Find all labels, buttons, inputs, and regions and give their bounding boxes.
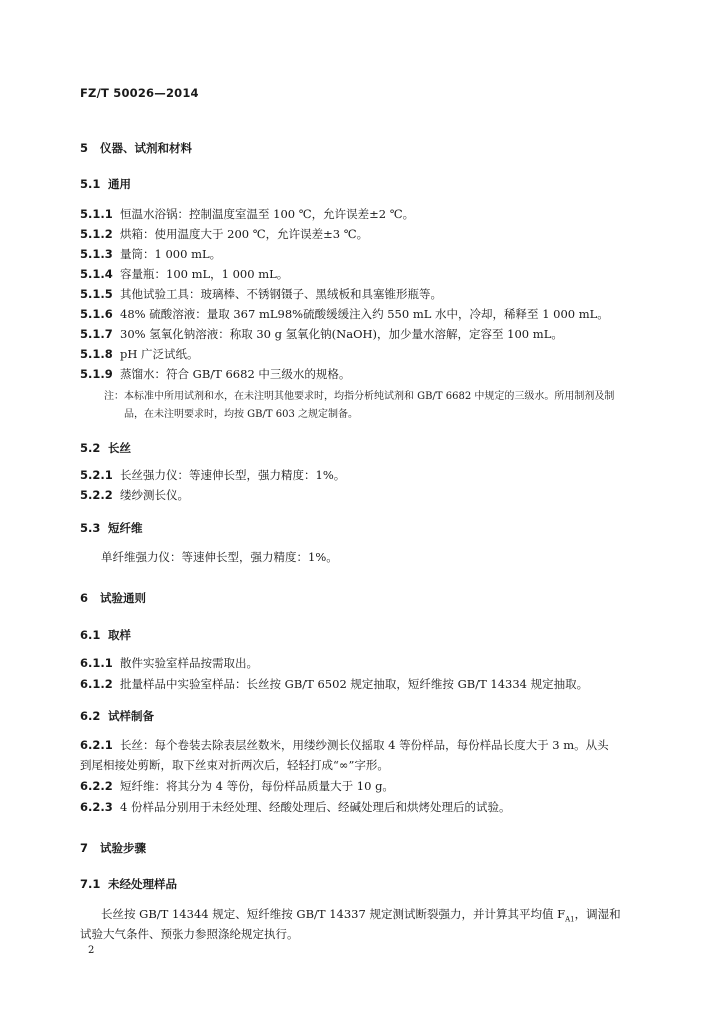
section-text: 批量样品中实验室样品：长丝按 GB/T 6502 规定抽取，短纤维按 GB/T 14334 规定抽取。	[120, 677, 589, 691]
section-number: 6.2.3	[80, 800, 113, 814]
section-text: 长丝：每个卷装去除表层丝数米，用缕纱测长仪摇取 4 等份样品，每份样品长度大于 3 m。从头	[120, 738, 609, 752]
section-number: 5.2	[80, 441, 101, 455]
section-line-6-2-2	[80, 778, 394, 794]
section-number: 7.1	[80, 877, 101, 891]
section-number: 5.2.1	[80, 468, 113, 482]
section-line-6-2	[80, 708, 154, 724]
section-text: 未经处理样品	[108, 877, 177, 891]
section-number: 5.1.8	[80, 347, 113, 361]
section-line-6-1-1	[80, 655, 258, 671]
section-line-5-1-8	[80, 346, 199, 362]
section-number: 6.1.1	[80, 656, 113, 670]
section-text: 30% 氢氧化钠溶液：称取 30 g 氢氧化钠(NaOH)，加少量水溶解，定容至 100 mL。	[120, 327, 563, 341]
section-number: 5.1	[80, 177, 101, 191]
section-line-6	[80, 590, 146, 606]
section-line-5-1-3	[80, 246, 221, 262]
section-number: 5	[80, 141, 89, 155]
note-line-1: 注：本标准中所用试剂和水，在未注明其他要求时，均指分析纯试剂和 GB/T 6682 中规定的三级水。所用制剂及制	[104, 391, 615, 402]
section-text: 通用	[108, 177, 131, 191]
section-number: 6.1	[80, 628, 101, 642]
paragraph-5-3: 单纤维强力仪：等速伸长型，强力精度：1%。	[101, 550, 338, 564]
section-number: 5.1.9	[80, 367, 113, 381]
section-number: 5.1.4	[80, 267, 113, 281]
p71-text-post: ，调湿和	[574, 907, 621, 921]
section-line-5-1-4	[80, 266, 288, 282]
section-line-5-1-5	[80, 286, 442, 302]
section-text: 试验通则	[100, 591, 146, 605]
section-line-5-1-9	[80, 366, 350, 382]
section-text: 长丝	[108, 441, 131, 455]
section-text: 试样制备	[108, 709, 154, 723]
section-text: 短纤维：将其分为 4 等份，每份样品质量大于 10 g。	[120, 779, 394, 793]
section-number: 5.1.7	[80, 327, 113, 341]
section-number: 6.2.1	[80, 738, 113, 752]
section-line-7	[80, 840, 146, 856]
section-number: 5.1.2	[80, 227, 113, 241]
section-text: 量筒：1 000 mL。	[120, 247, 222, 261]
standard-code-header: FZ/T 50026—2014	[80, 86, 199, 100]
section-text: 取样	[108, 628, 131, 642]
section-line-6-1-2	[80, 676, 588, 692]
section-line-6-1	[80, 627, 131, 643]
section-text: 蒸馏水：符合 GB/T 6682 中三级水的规格。	[120, 367, 351, 381]
section-number: 6.2.2	[80, 779, 113, 793]
section-line-5-1	[80, 176, 131, 192]
p71-subscript: A1	[565, 915, 575, 924]
section-line-5-1-6	[80, 306, 609, 322]
section-text: 其他试验工具：玻璃棒、不锈钢镊子、黑绒板和具塞锥形瓶等。	[120, 287, 442, 301]
section-text: 试验步骤	[100, 841, 146, 855]
section-text: 烘箱：使用温度大于 200 ℃，允许误差±3 ℃。	[120, 227, 369, 241]
section-line-5-2-2	[80, 487, 189, 503]
section-text: 恒温水浴锅：控制温度室温至 100 ℃，允许误差±2 ℃。	[120, 207, 415, 221]
section-number: 6.1.2	[80, 677, 113, 691]
section-text: 缕纱测长仪。	[120, 488, 189, 502]
section-text: 4 份样品分别用于未经处理、经酸处理后、经碱处理后和烘烤处理后的试验。	[120, 800, 511, 814]
section-number: 5.1.5	[80, 287, 113, 301]
paragraph-7-1-line-1	[101, 906, 621, 923]
section-number: 6.2	[80, 709, 101, 723]
paragraph-7-1-line-2: 试验大气条件、预张力参照涤纶规定执行。	[80, 927, 299, 941]
section-number: 6	[80, 591, 89, 605]
section-number: 5.1.1	[80, 207, 113, 221]
section-line-5-1-7	[80, 326, 563, 342]
p71-text-pre: 长丝按 GB/T 14344 规定、短纤维按 GB/T 14337 规定测试断裂强力，并计算其平均值 F	[101, 907, 566, 921]
section-line-5-2	[80, 440, 131, 456]
paragraph-6-2-1-continuation: 到尾相接处剪断，取下丝束对折两次后，轻轻打成“∞”字形。	[80, 758, 389, 772]
section-line-7-1	[80, 876, 177, 892]
section-line-6-2-3	[80, 799, 510, 815]
section-line-5-2-1	[80, 467, 345, 483]
section-line-5-1-2	[80, 226, 368, 242]
section-line-5-1-1	[80, 206, 414, 222]
section-text: 仪器、试剂和材料	[100, 141, 192, 155]
section-text: 48% 硫酸溶液：量取 367 mL98%硫酸缓缓注入约 550 mL 水中，冷却，稀释至 1 000 mL。	[120, 307, 609, 321]
section-text: 短纤维	[108, 521, 143, 535]
section-line-6-2-1	[80, 737, 609, 753]
section-line-5-3	[80, 520, 143, 536]
note-line-2: 品，在未注明要求时，均按 GB/T 603 之规定制备。	[124, 409, 358, 420]
section-text: pH 广泛试纸。	[120, 347, 199, 361]
page-number: 2	[88, 945, 95, 956]
section-number: 5.3	[80, 521, 101, 535]
section-number: 5.1.6	[80, 307, 113, 321]
section-line-5	[80, 140, 192, 156]
section-number: 5.1.3	[80, 247, 113, 261]
section-text: 容量瓶：100 mL，1 000 mL。	[120, 267, 289, 281]
section-text: 长丝强力仪：等速伸长型，强力精度：1%。	[120, 468, 346, 482]
section-text: 散件实验室样品按需取出。	[120, 656, 258, 670]
section-number: 5.2.2	[80, 488, 113, 502]
section-number: 7	[80, 841, 89, 855]
